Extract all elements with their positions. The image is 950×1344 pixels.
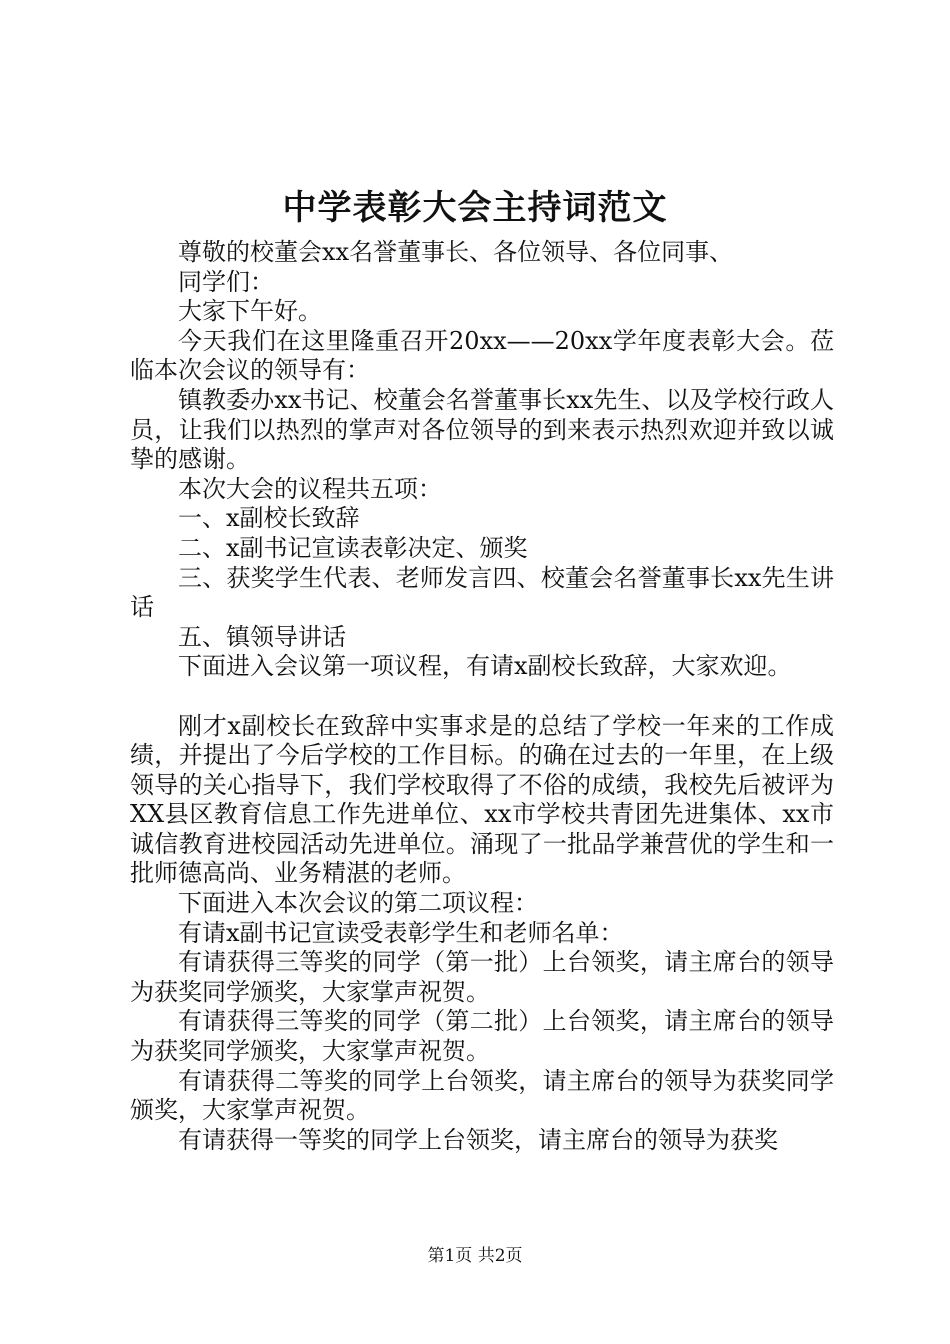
paragraph-name-list: 有请x副书记宣读受表彰学生和老师名单： [178,918,624,947]
paragraph-third-prize-2: 有请获得三等奖的同学（第二批）上台领奖，请主席台的领导为获奖同学颁奖，大家掌声祝贺。 [130,1007,834,1066]
paragraph-salutation: 尊敬的校董会xx名誉董事长、各位领导、各位同事、 [178,238,734,266]
paragraph-second-item: 下面进入本次会议的第二项议程： [178,889,538,918]
paragraph-second-prize: 有请获得二等奖的同学上台领奖，请主席台的领导为获奖同学颁奖，大家掌声祝贺。 [130,1066,834,1125]
agenda-item-1: 一、x副校长致辞 [178,504,360,533]
agenda-item-5: 五、镇领导讲话 [178,622,346,651]
paragraph-opening: 今天我们在这里隆重召开20xx——20xx学年度表彰大会。莅临本次会议的领导有： [130,326,834,385]
paragraph-first-prize: 有请获得一等奖的同学上台领奖，请主席台的领导为获奖 [178,1125,778,1154]
paragraph-third-prize-1: 有请获得三等奖的同学（第一批）上台领奖，请主席台的领导为获奖同学颁奖，大家掌声祝贺。 [130,948,834,1006]
paragraph-leaders: 镇教委办xx书记、校董会名誉董事长xx先生、以及学校行政人员，让我们以热烈的掌声对各位领导的到来表示热烈欢迎并致以诚挚的感谢。 [130,385,834,474]
paragraph-summary: 刚才x副校长在致辞中实事求是的总结了学校一年来的工作成绩，并提出了今后学校的工作目标。的确在过去的一年里，在上级领导的关心指导下，我们学校取得了不俗的成绩，我校先后被评为XX县区教育信息工作先进单位、xx市学校共青团先进集体、xx市诚信教育进校园活动先进单位。涌现了一批品学兼营优的学生和一批师德高尚、业务精湛的老师。 [130,711,834,888]
paragraph-agenda-intro: 本次大会的议程共五项： [178,474,442,503]
document-body [130,238,834,1155]
page-title: 中学表彰大会主持词范文 [282,188,668,228]
paragraph-salutation-cont: 同学们： [178,267,274,296]
agenda-item-3-4: 三、获奖学生代表、老师发言四、校董会名誉董事长xx先生讲话 [130,563,834,622]
paragraph-greeting: 大家下午好。 [178,297,322,326]
page-footer: 第1页 共2页 [427,1246,523,1266]
paragraph-first-item: 下面进入会议第一项议程，有请x副校长致辞，大家欢迎。 [178,652,792,681]
agenda-item-2: 二、x副书记宣读表彰决定、颁奖 [178,533,528,562]
